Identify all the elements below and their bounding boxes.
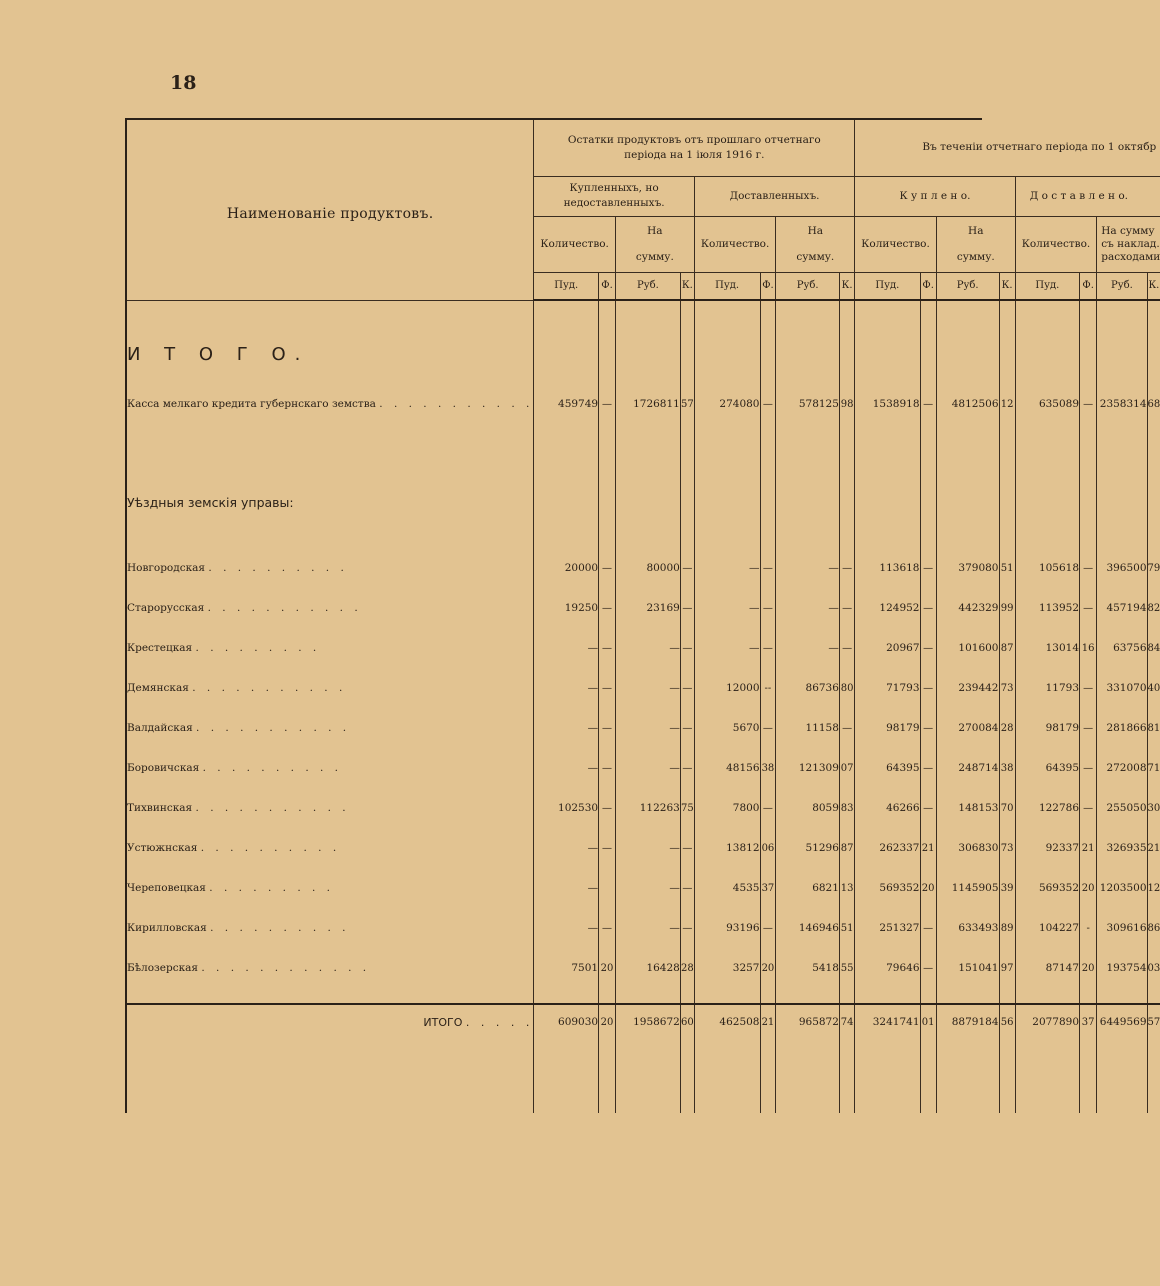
- table-cell: 101600: [936, 628, 999, 668]
- table-cell: —: [599, 628, 616, 668]
- table-cell: 63756: [1097, 628, 1147, 668]
- table-cell: —: [534, 708, 599, 748]
- table-body: [127, 300, 1160, 1113]
- table-cell: 37: [760, 868, 776, 908]
- table-cell: —: [615, 668, 680, 708]
- unit-pud: Пуд.: [855, 272, 920, 300]
- table-cell: 74: [839, 1004, 854, 1039]
- table-cell: 55: [839, 948, 854, 988]
- table-cell: 635089: [1015, 374, 1079, 434]
- table-cell: 84: [1147, 628, 1160, 668]
- table-cell: 569352: [1015, 868, 1079, 908]
- table-cell: 239442: [936, 668, 999, 708]
- table-cell: 5670: [694, 708, 760, 748]
- sub-bought-header: К у п л е н о.: [855, 176, 1015, 216]
- table-cell: 93196: [694, 908, 760, 948]
- table-cell: 148153: [936, 788, 999, 828]
- table-cell: 51: [999, 548, 1015, 588]
- table-cell: —: [1080, 588, 1097, 628]
- table-cell: 40: [1147, 668, 1160, 708]
- table-cell: —: [599, 668, 616, 708]
- table-cell: —: [920, 748, 936, 788]
- table-cell: —: [680, 828, 694, 868]
- unit-pud: Пуд.: [1015, 272, 1079, 300]
- table-cell: 104227: [1015, 908, 1079, 948]
- table-cell: —: [680, 628, 694, 668]
- table-cell: 396500: [1097, 548, 1147, 588]
- table-row: [127, 748, 1160, 788]
- unit-kop: К.: [680, 272, 694, 300]
- table-cell: —: [680, 868, 694, 908]
- table-cell: 457194: [1097, 588, 1147, 628]
- table-cell: —: [920, 628, 936, 668]
- table-cell: 20: [760, 948, 776, 988]
- table-cell: 309616: [1097, 908, 1147, 948]
- table-cell: 80: [839, 668, 854, 708]
- sum-header: На сумму.: [776, 216, 855, 272]
- table-cell: 86: [1147, 908, 1160, 948]
- table-cell: —: [599, 788, 616, 828]
- sub-delivered-header: Доставленныхъ.: [694, 176, 854, 216]
- table-cell: 5418: [776, 948, 840, 988]
- table-cell: 113952: [1015, 588, 1079, 628]
- table-cell: —: [920, 588, 936, 628]
- unit-funt: Ф.: [920, 272, 936, 300]
- table-cell: —: [1080, 548, 1097, 588]
- table-cell: —: [694, 628, 760, 668]
- table-cell: 6449569: [1097, 1004, 1147, 1039]
- table-cell: 87: [839, 828, 854, 868]
- table-cell: 13812: [694, 828, 760, 868]
- table-cell: 28: [999, 708, 1015, 748]
- row-label: Тихвинская . . . . . . . . . . .: [127, 802, 350, 814]
- table-cell: —: [694, 548, 760, 588]
- table-cell: 633493: [936, 908, 999, 948]
- table-cell: —: [599, 748, 616, 788]
- table-cell: 83: [839, 788, 854, 828]
- table-cell: 124952: [855, 588, 920, 628]
- table-row: [127, 948, 1160, 988]
- table-cell: 87147: [1015, 948, 1079, 988]
- table-cell: --: [760, 668, 776, 708]
- table-cell: 965872: [776, 1004, 840, 1039]
- table-cell: 01: [920, 1004, 936, 1039]
- table-cell: —: [760, 908, 776, 948]
- table-cell: 16: [1080, 628, 1097, 668]
- table-cell: —: [615, 628, 680, 668]
- kassa-label: Касса мелкаго кредита губернскаго земства . . . . . . . . . . .: [127, 398, 534, 410]
- page-number: 18: [170, 72, 197, 94]
- table-cell: —: [534, 908, 599, 948]
- table-row: [127, 708, 1160, 748]
- table-cell: 20000: [534, 548, 599, 588]
- table-cell: 92337: [1015, 828, 1079, 868]
- unit-rub: Руб.: [936, 272, 999, 300]
- unit-kop: К.: [839, 272, 854, 300]
- table-cell: —: [680, 708, 694, 748]
- table-cell: 255050: [1097, 788, 1147, 828]
- table-cell: 20: [599, 948, 616, 988]
- row-label: Череповецкая . . . . . . . . .: [127, 882, 335, 894]
- row-label: Крестецкая . . . . . . . . .: [127, 642, 321, 654]
- table-cell: 146946: [776, 908, 840, 948]
- table-cell: 37: [1080, 1004, 1097, 1039]
- table-cell: —: [599, 374, 616, 434]
- table-cell: 56: [999, 1004, 1015, 1039]
- row-label: ИТОГО . . . . .: [127, 1004, 534, 1039]
- table-cell: —: [776, 628, 840, 668]
- table-cell: 19250: [534, 588, 599, 628]
- qty-header: Количество.: [855, 216, 937, 272]
- unit-kop: К.: [999, 272, 1015, 300]
- table-cell: —: [760, 628, 776, 668]
- unit-rub: Руб.: [615, 272, 680, 300]
- table-cell: 82: [1147, 588, 1160, 628]
- table-cell: 13: [839, 868, 854, 908]
- table-cell: —: [839, 708, 854, 748]
- table-cell: —: [760, 548, 776, 588]
- table-cell: 57: [680, 374, 694, 434]
- table-cell: —: [534, 668, 599, 708]
- table-cell: 12: [1147, 868, 1160, 908]
- table-cell: 331070: [1097, 668, 1147, 708]
- table-cell: 248714: [936, 748, 999, 788]
- table-cell: 60: [680, 1004, 694, 1039]
- table-cell: 379080: [936, 548, 999, 588]
- table-cell: 39: [999, 868, 1015, 908]
- table-cell: 578125: [776, 374, 840, 434]
- table-cell: 23169: [615, 588, 680, 628]
- table-cell: —: [694, 588, 760, 628]
- table-cell: —: [920, 908, 936, 948]
- unit-pud: Пуд.: [694, 272, 760, 300]
- table-cell: 80000: [615, 548, 680, 588]
- kassa-row: [127, 374, 1160, 434]
- table-cell: 13014: [1015, 628, 1079, 668]
- table-cell: 98179: [855, 708, 920, 748]
- table-cell: 609030: [534, 1004, 599, 1039]
- table-cell: 06: [760, 828, 776, 868]
- row-label: Устюжнская . . . . . . . . . .: [127, 842, 341, 854]
- table-cell: —: [839, 628, 854, 668]
- table-cell: —: [1080, 748, 1097, 788]
- table-cell: 2358314: [1097, 374, 1147, 434]
- table-cell: 20967: [855, 628, 920, 668]
- unit-funt: Ф.: [760, 272, 776, 300]
- group-remains-header: Остатки продуктовъ отъ прошлаго отчетнаго періода на 1 іюля 1916 г.: [534, 120, 855, 176]
- table-cell: 20: [1080, 868, 1097, 908]
- table-row: [127, 868, 1160, 908]
- unit-funt: Ф.: [599, 272, 616, 300]
- table-cell: 21: [1147, 828, 1160, 868]
- table-cell: 7800: [694, 788, 760, 828]
- table-row: [127, 788, 1160, 828]
- table-cell: 64395: [1015, 748, 1079, 788]
- unit-kop: К.: [1147, 272, 1160, 300]
- row-label: Старорусская . . . . . . . . . . .: [127, 602, 362, 614]
- sum-header: На сумму.: [936, 216, 1015, 272]
- table-cell: 20: [920, 868, 936, 908]
- table-row: [127, 908, 1160, 948]
- table-cell: 7501: [534, 948, 599, 988]
- row-label: Новгородская . . . . . . . . . .: [127, 562, 348, 574]
- table-cell: 70: [999, 788, 1015, 828]
- table-cell: —: [1080, 708, 1097, 748]
- table-cell: —: [534, 628, 599, 668]
- table-cell: 122786: [1015, 788, 1079, 828]
- table-cell: —: [599, 828, 616, 868]
- qty-header: Количество.: [534, 216, 616, 272]
- table-cell: 102530: [534, 788, 599, 828]
- table-cell: —: [599, 908, 616, 948]
- table-cell: —: [760, 788, 776, 828]
- table-cell: 89: [999, 908, 1015, 948]
- table-cell: 11793: [1015, 668, 1079, 708]
- table-cell: 1538918: [855, 374, 920, 434]
- table-cell: —: [839, 588, 854, 628]
- table-cell: 306830: [936, 828, 999, 868]
- table-cell: 569352: [855, 868, 920, 908]
- table-cell: —: [920, 548, 936, 588]
- unit-funt: Ф.: [1080, 272, 1097, 300]
- table-cell: —: [615, 748, 680, 788]
- row-label: Демянская . . . . . . . . . . .: [127, 682, 347, 694]
- table-cell: 270084: [936, 708, 999, 748]
- table-row: [127, 628, 1160, 668]
- sub-bought-undelivered-header: Купленныхъ, но недоставленныхъ.: [534, 176, 694, 216]
- table-cell: 87: [999, 628, 1015, 668]
- table-cell: —: [920, 788, 936, 828]
- table-cell: 07: [839, 748, 854, 788]
- table-cell: 12: [999, 374, 1015, 434]
- table-cell: 20: [599, 1004, 616, 1039]
- sub-delivered-period-header: Д о с т а в л е н о.: [1015, 176, 1160, 216]
- table-cell: 112263: [615, 788, 680, 828]
- table-cell: 193754: [1097, 948, 1147, 988]
- unit-rub: Руб.: [1097, 272, 1147, 300]
- table-cell: 272008: [1097, 748, 1147, 788]
- row-label: Валдайская . . . . . . . . . . .: [127, 722, 351, 734]
- table-cell: 75: [680, 788, 694, 828]
- table-cell: 64395: [855, 748, 920, 788]
- table-cell: 99: [999, 588, 1015, 628]
- sum-overhead-header: На сумму съ наклад. расходами: [1097, 216, 1160, 272]
- table-cell: 57: [1147, 1004, 1160, 1039]
- unit-rub: Руб.: [776, 272, 840, 300]
- table-cell: 73: [999, 668, 1015, 708]
- table-cell: 151041: [936, 948, 999, 988]
- table-cell: —: [680, 588, 694, 628]
- table-cell: —: [599, 588, 616, 628]
- table-cell: 46266: [855, 788, 920, 828]
- table-cell: 51296: [776, 828, 840, 868]
- table-cell: 21: [1080, 828, 1097, 868]
- table-cell: 79: [1147, 548, 1160, 588]
- table-cell: 79646: [855, 948, 920, 988]
- table-cell: —: [1080, 668, 1097, 708]
- table-cell: 03: [1147, 948, 1160, 988]
- qty-header: Количество.: [694, 216, 776, 272]
- table-cell: 442329: [936, 588, 999, 628]
- table-cell: 459749: [534, 374, 599, 434]
- table-cell: 38: [999, 748, 1015, 788]
- table-cell: —: [680, 748, 694, 788]
- table-cell: 281866: [1097, 708, 1147, 748]
- table-cell: 98: [839, 374, 854, 434]
- table-cell: 3241741: [855, 1004, 920, 1039]
- table-cell: —: [760, 588, 776, 628]
- table-cell: —: [1080, 374, 1097, 434]
- table-cell: [599, 868, 616, 908]
- table-cell: 251327: [855, 908, 920, 948]
- table-cell: —: [760, 374, 776, 434]
- table-cell: 12000: [694, 668, 760, 708]
- table-cell: 20: [1080, 948, 1097, 988]
- section-title: Уѣздныя земскія управы:: [127, 494, 294, 510]
- sum-header: На сумму.: [615, 216, 694, 272]
- table-cell: -: [1080, 908, 1097, 948]
- table-cell: 68: [1147, 374, 1160, 434]
- table-cell: 3257: [694, 948, 760, 988]
- table-cell: —: [1080, 788, 1097, 828]
- table-cell: 4535: [694, 868, 760, 908]
- table-row: [127, 828, 1160, 868]
- table-cell: —: [599, 548, 616, 588]
- table-cell: —: [599, 708, 616, 748]
- table-cell: 1726811: [615, 374, 680, 434]
- table-cell: 4812506: [936, 374, 999, 434]
- table-cell: 8059: [776, 788, 840, 828]
- table-cell: 97: [999, 948, 1015, 988]
- table-cell: —: [615, 908, 680, 948]
- table-cell: —: [534, 868, 599, 908]
- table-cell: —: [534, 828, 599, 868]
- table-cell: 98179: [1015, 708, 1079, 748]
- itogo-title: И Т О Г О.: [127, 343, 310, 365]
- table-row: [127, 1004, 1160, 1039]
- table-cell: 48156: [694, 748, 760, 788]
- table-cell: 81: [1147, 708, 1160, 748]
- table-cell: 86736: [776, 668, 840, 708]
- table-cell: 16428: [615, 948, 680, 988]
- table-cell: —: [534, 748, 599, 788]
- table-cell: —: [776, 588, 840, 628]
- table-cell: 30: [1147, 788, 1160, 828]
- table-cell: 121309: [776, 748, 840, 788]
- table-cell: 6821: [776, 868, 840, 908]
- table-cell: 262337: [855, 828, 920, 868]
- row-label: Бѣлозерская . . . . . . . . . . . .: [127, 962, 371, 974]
- table-cell: 11158: [776, 708, 840, 748]
- table-cell: 113618: [855, 548, 920, 588]
- table-cell: 2077890: [1015, 1004, 1079, 1039]
- table-cell: 1958672: [615, 1004, 680, 1039]
- table-cell: 1145905: [936, 868, 999, 908]
- table-cell: 71: [1147, 748, 1160, 788]
- table-cell: 105618: [1015, 548, 1079, 588]
- table-row: [127, 668, 1160, 708]
- table-cell: 1203500: [1097, 868, 1147, 908]
- table-cell: —: [920, 374, 936, 434]
- table-cell: —: [615, 828, 680, 868]
- table-cell: —: [680, 908, 694, 948]
- table-cell: —: [760, 708, 776, 748]
- table-cell: —: [776, 548, 840, 588]
- table-cell: 274080: [694, 374, 760, 434]
- name-column-header: Наименованіе продуктовъ.: [127, 120, 534, 300]
- table-cell: 21: [760, 1004, 776, 1039]
- table-row: [127, 588, 1160, 628]
- table-cell: 51: [839, 908, 854, 948]
- table-cell: 21: [920, 828, 936, 868]
- table-cell: —: [615, 868, 680, 908]
- table-cell: 28: [680, 948, 694, 988]
- statistics-table: [127, 120, 1160, 1113]
- table-cell: 8879184: [936, 1004, 999, 1039]
- table-cell: 326935: [1097, 828, 1147, 868]
- table-cell: —: [839, 548, 854, 588]
- unit-pud: Пуд.: [534, 272, 599, 300]
- table-cell: —: [615, 708, 680, 748]
- table-cell: 38: [760, 748, 776, 788]
- group-period-header: Въ теченіи отчетнаго періода по 1 октябр: [855, 120, 1160, 176]
- row-label: Кирилловская . . . . . . . . . .: [127, 922, 350, 934]
- table-cell: 462508: [694, 1004, 760, 1039]
- qty-header: Количество.: [1015, 216, 1097, 272]
- table-cell: —: [680, 548, 694, 588]
- table-cell: 71793: [855, 668, 920, 708]
- table-cell: —: [920, 948, 936, 988]
- table-cell: —: [920, 668, 936, 708]
- table-cell: 73: [999, 828, 1015, 868]
- table-cell: —: [680, 668, 694, 708]
- table-cell: —: [920, 708, 936, 748]
- table-row: [127, 548, 1160, 588]
- row-label: Боровичская . . . . . . . . . .: [127, 762, 343, 774]
